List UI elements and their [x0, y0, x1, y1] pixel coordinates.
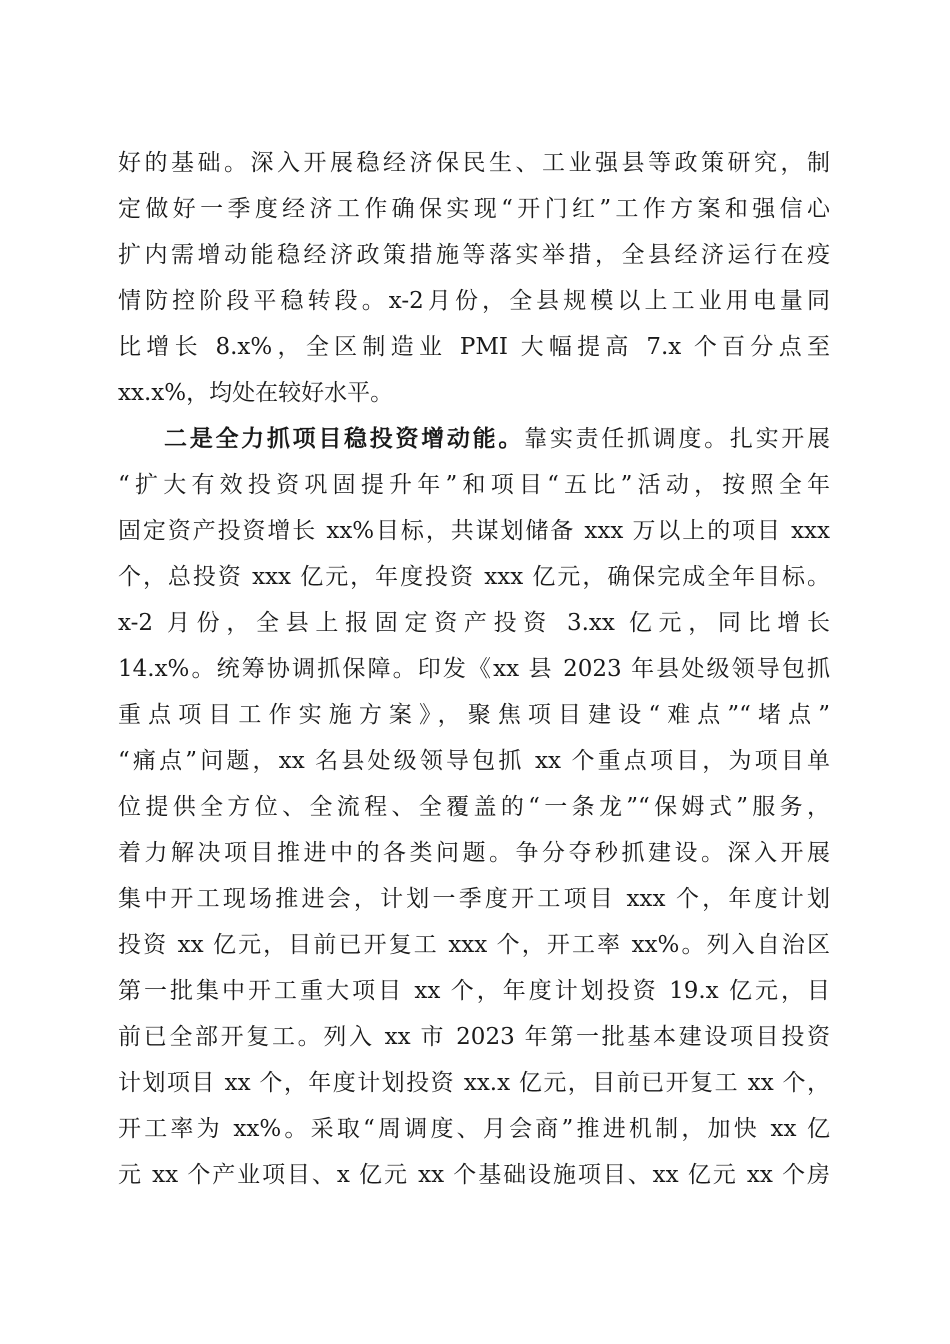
text-line: xx.x%，均处在较好水平。	[118, 380, 394, 406]
text-line: 着力解决项目推进中的各类问题。争分夺秒抓建设。深入开展	[118, 840, 830, 866]
text-line: 前已全部开复工。列入 xx 市 2023 年第一批基本建设项目投资	[118, 1024, 830, 1050]
text-line: 元 xx 个产业项目、x 亿元 xx 个基础设施项目、xx 亿元 xx 个房	[118, 1162, 830, 1188]
text-line: “扩大有效投资巩固提升年”和项目“五比”活动，按照全年	[118, 472, 830, 498]
text-line: 个，总投资 xxx 亿元，年度投资 xxx 亿元，确保完成全年目标。	[118, 564, 830, 590]
text-line: 开工率为 xx%。采取“周调度、月会商”推进机制，加快 xx 亿	[118, 1116, 830, 1142]
text-line: 第一批集中开工重大项目 xx 个，年度计划投资 19.x 亿元，目	[118, 978, 830, 1004]
text-line: 投资 xx 亿元，目前已开复工 xxx 个，开工率 xx%。列入自治区	[118, 932, 830, 958]
text-line: “痛点”问题，xx 名县处级领导包抓 xx 个重点项目，为项目单	[118, 748, 830, 774]
paragraph-2	[118, 416, 830, 1198]
text-line: 固定资产投资增长 xx%目标，共谋划储备 xxx 万以上的项目 xxx	[118, 518, 830, 544]
text-line: 定做好一季度经济工作确保实现“开门红”工作方案和强信心	[118, 196, 830, 222]
text-line: 计划项目 xx 个，年度计划投资 xx.x 亿元，目前已开复工 xx 个，	[118, 1070, 830, 1096]
text-line: 情防控阶段平稳转段。x-2月份，全县规模以上工业用电量同	[118, 288, 830, 314]
text-line: 比增长 8.x%，全区制造业 PMI 大幅提高 7.x 个百分点至	[118, 334, 830, 360]
text-line: 扩内需增动能稳经济政策措施等落实举措，全县经济运行在疫	[118, 242, 830, 268]
text-line: x-2 月份，全县上报固定资产投资 3.xx 亿元，同比增长	[118, 610, 830, 636]
text-line: 好的基础。深入开展稳经济保民生、工业强县等政策研究，制	[118, 150, 830, 176]
paragraph-1	[118, 140, 830, 416]
text-line: 重点项目工作实施方案》，聚焦项目建设“难点”“堵点”	[118, 702, 830, 728]
text-line: 14.x%。统筹协调抓保障。印发《xx 县 2023 年县处级领导包抓	[118, 656, 830, 682]
text-span: 靠实责任抓调度。扎实开展	[524, 426, 830, 452]
text-line: 集中开工现场推进会，计划一季度开工项目 xxx 个，年度计划	[118, 886, 830, 912]
body-text	[118, 140, 830, 1198]
text-line: 位提供全方位、全流程、全覆盖的“一条龙”“保姆式”服务，	[118, 794, 830, 820]
text-line	[118, 416, 830, 462]
paragraph-lead-heading: 二是全力抓项目稳投资增动能。	[164, 425, 525, 452]
